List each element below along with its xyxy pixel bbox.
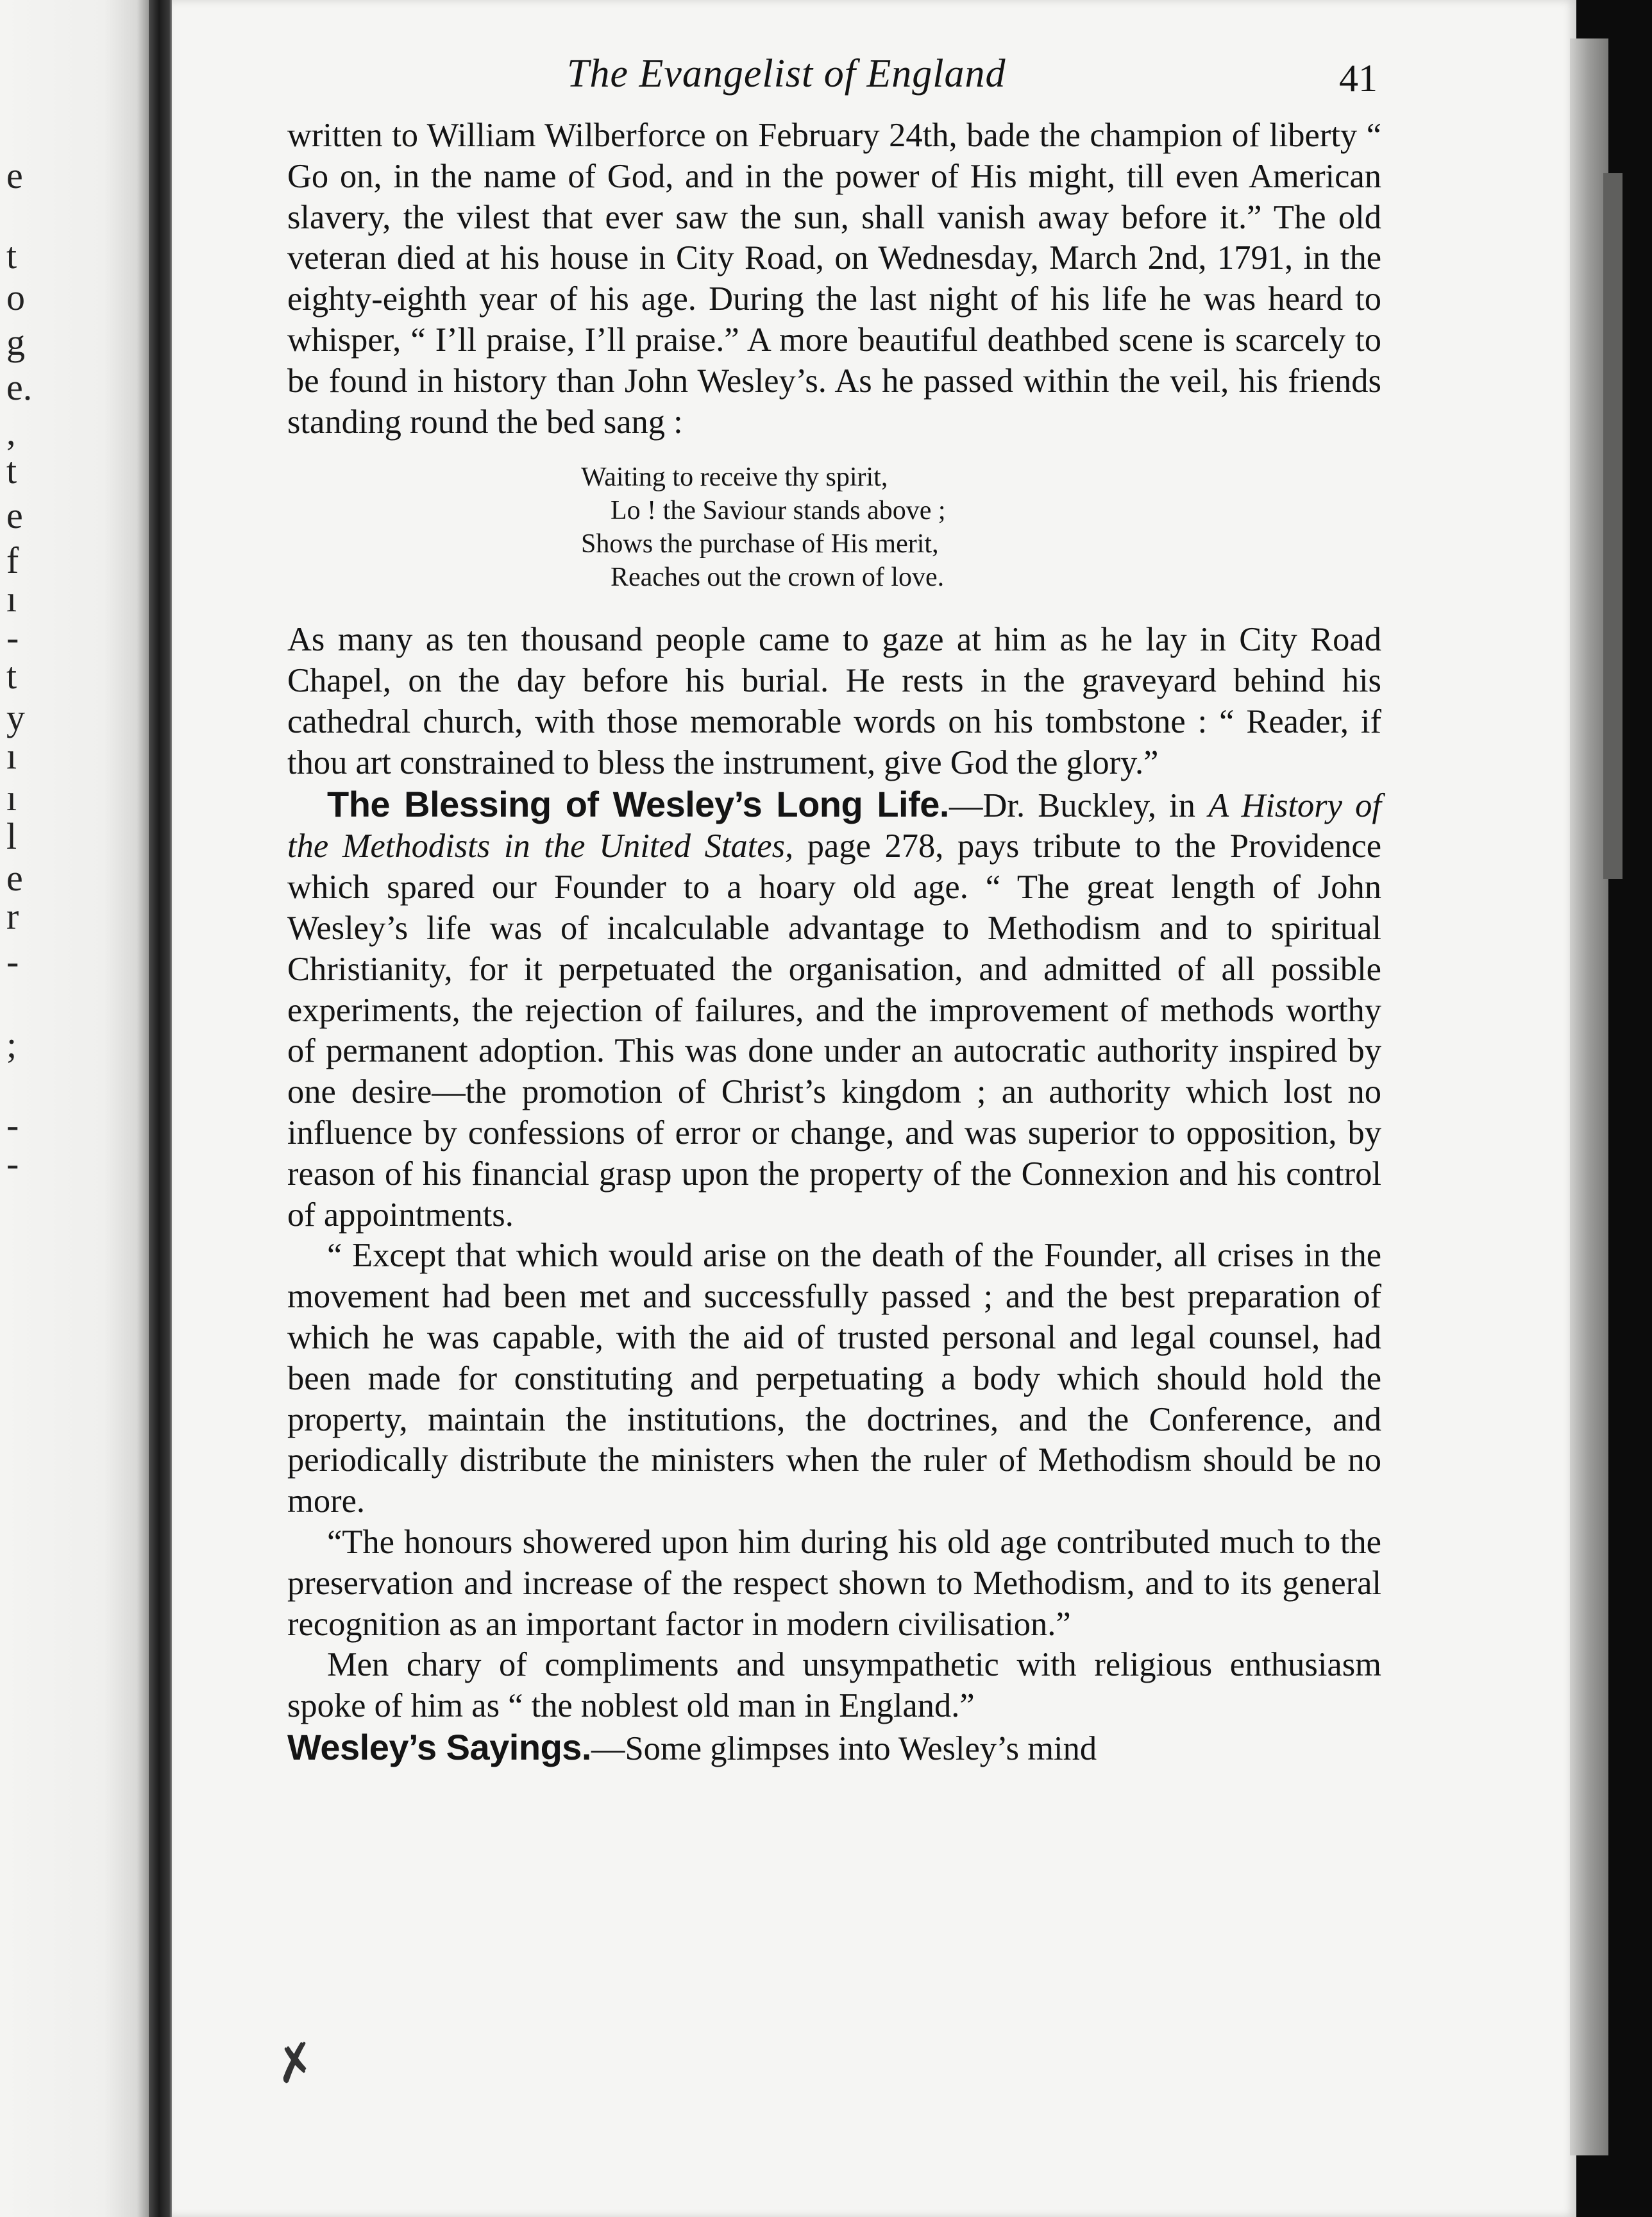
page-edge-shadow: [1570, 38, 1608, 2155]
facing-page-fragment: e: [6, 495, 23, 536]
facing-page-fragment: t: [6, 450, 17, 491]
running-title: The Evangelist of England: [567, 52, 1006, 96]
facing-page-fragment: e.: [6, 366, 33, 408]
facing-page-fragment: f: [6, 539, 19, 581]
running-head: [287, 38, 1381, 115]
book-gutter: [149, 0, 174, 2217]
facing-page-fragment: t: [6, 235, 17, 276]
section-heading-sayings: Wesley’s Sayings.: [287, 1726, 591, 1767]
facing-page-fragment: t: [6, 655, 17, 697]
facing-page-fragment: -: [6, 1142, 19, 1184]
facing-page-fragment: ,: [6, 411, 16, 453]
facing-page-fragment: -: [6, 940, 19, 982]
page-content: [287, 38, 1381, 1770]
facing-page-fragment: e: [6, 155, 23, 196]
facing-page-fragment: o: [6, 276, 25, 318]
hymn-line-4: Reaches out the crown of love.: [611, 563, 945, 593]
page-edge-dark: [1603, 173, 1622, 879]
facing-page-fragment: ı: [6, 777, 17, 819]
book-title-citation: A History of the Methodists in the United States,: [287, 786, 1381, 865]
facing-page-fragment: y: [6, 697, 25, 738]
facing-page-fragment: ;: [6, 1024, 17, 1066]
paragraph-4: “ Except that which would arise on the death of the Founder, all crises in the movement had been met and successfully passed ; and the best preparation of which he was capable, with the aid of trusted personal and legal counsel, had been made for constituting and perpetuating a body which should hold the property, maintain the institutions, the doctrines, and the Conference, and periodically distribute the ministers when the ruler of Methodism should be no more.: [287, 1237, 1381, 1520]
facing-page-fragment: -: [6, 1104, 19, 1146]
facing-page-fragment: e: [6, 857, 23, 899]
hymn-line-3: Shows the purchase of His merit,: [581, 529, 939, 559]
facing-page-fragment: -: [6, 616, 19, 658]
paragraph-2: As many as ten thousand people came to gaze at him as he lay in City Road Chapel, on the day before his burial. He rests in the graveyard behind his cathedral church, with those memorable words on his tombstone : “ Reader, if thou art constrained to bless the instrument, give God the glory.”: [287, 621, 1381, 781]
paragraph-3-body: page 278, pays tribute to the Providence which spared our Founder to a hoary old age. “ The great length of John Wesley’s life was of incalculable advantage to Methodism and to spiritual Christianity, for it perpetuated the organisation, and admitted of all possible experiments, the rejection of failures, and the improvement of methods worthy of permanent adoption. This was done under an autocratic authority inspired by one desire—the promotion of Christ’s kingdom ; an authority which lost no influence by confessions of error or change, and was superior to opposition, by reason of his financial grasp upon the property of the Connexion and his control of appointments.: [287, 828, 1382, 1234]
pencil-mark: ✗: [269, 2031, 323, 2096]
paragraph-1: written to William Wilberforce on February 24th, bade the champion of liberty “ Go on, in the name of God, and in the power of His might, till even American slavery, the vilest that ever saw the sun, shall vanish away before it.” The old veteran died at his house in City Road, on Wednesday, March 2nd, 1791, in the eighty-eighth year of his age. During the last night of his life he was heard to whisper, “ I’ll praise, I’ll praise.” A more beautiful deathbed scene is scarcely to be found in history than John Wesley’s. As he passed within the veil, his friends standing round the bed sang :: [287, 117, 1381, 441]
paragraph-6: Men chary of compliments and unsympathetic with religious enthusiasm spoke of him as “ the noblest old man in England.”: [287, 1646, 1381, 1725]
paragraph-7-body: —Some glimpses into Wesley’s mind: [591, 1729, 1097, 1767]
hymn-line-1: Waiting to receive thy spirit,: [581, 463, 888, 493]
facing-page: [0, 0, 149, 2217]
facing-page-fragment: r: [6, 896, 19, 937]
facing-page-fragment: ı: [6, 578, 17, 620]
hymn-verse: [581, 461, 1381, 594]
paragraph-7: [287, 1727, 1381, 1770]
facing-page-fragment: g: [6, 321, 25, 363]
hymn-line-2: Lo ! the Saviour stands above ;: [611, 496, 946, 526]
facing-page-fragment: l: [6, 815, 17, 857]
facing-page-fragment: ı: [6, 735, 17, 777]
paragraph-5: “The honours showered upon him during his old age contributed much to the preservation and increase of the respect shown to Methodism, and to its general recognition as an important factor in modern civilisation.”: [287, 1523, 1381, 1643]
page-number: 41: [1339, 57, 1378, 99]
paragraph-3: [287, 784, 1381, 1236]
paragraph-3-intro: —Dr. Buckley, in: [948, 786, 1209, 824]
section-heading-blessing: The Blessing of Wesley’s Long Life.: [327, 783, 949, 824]
